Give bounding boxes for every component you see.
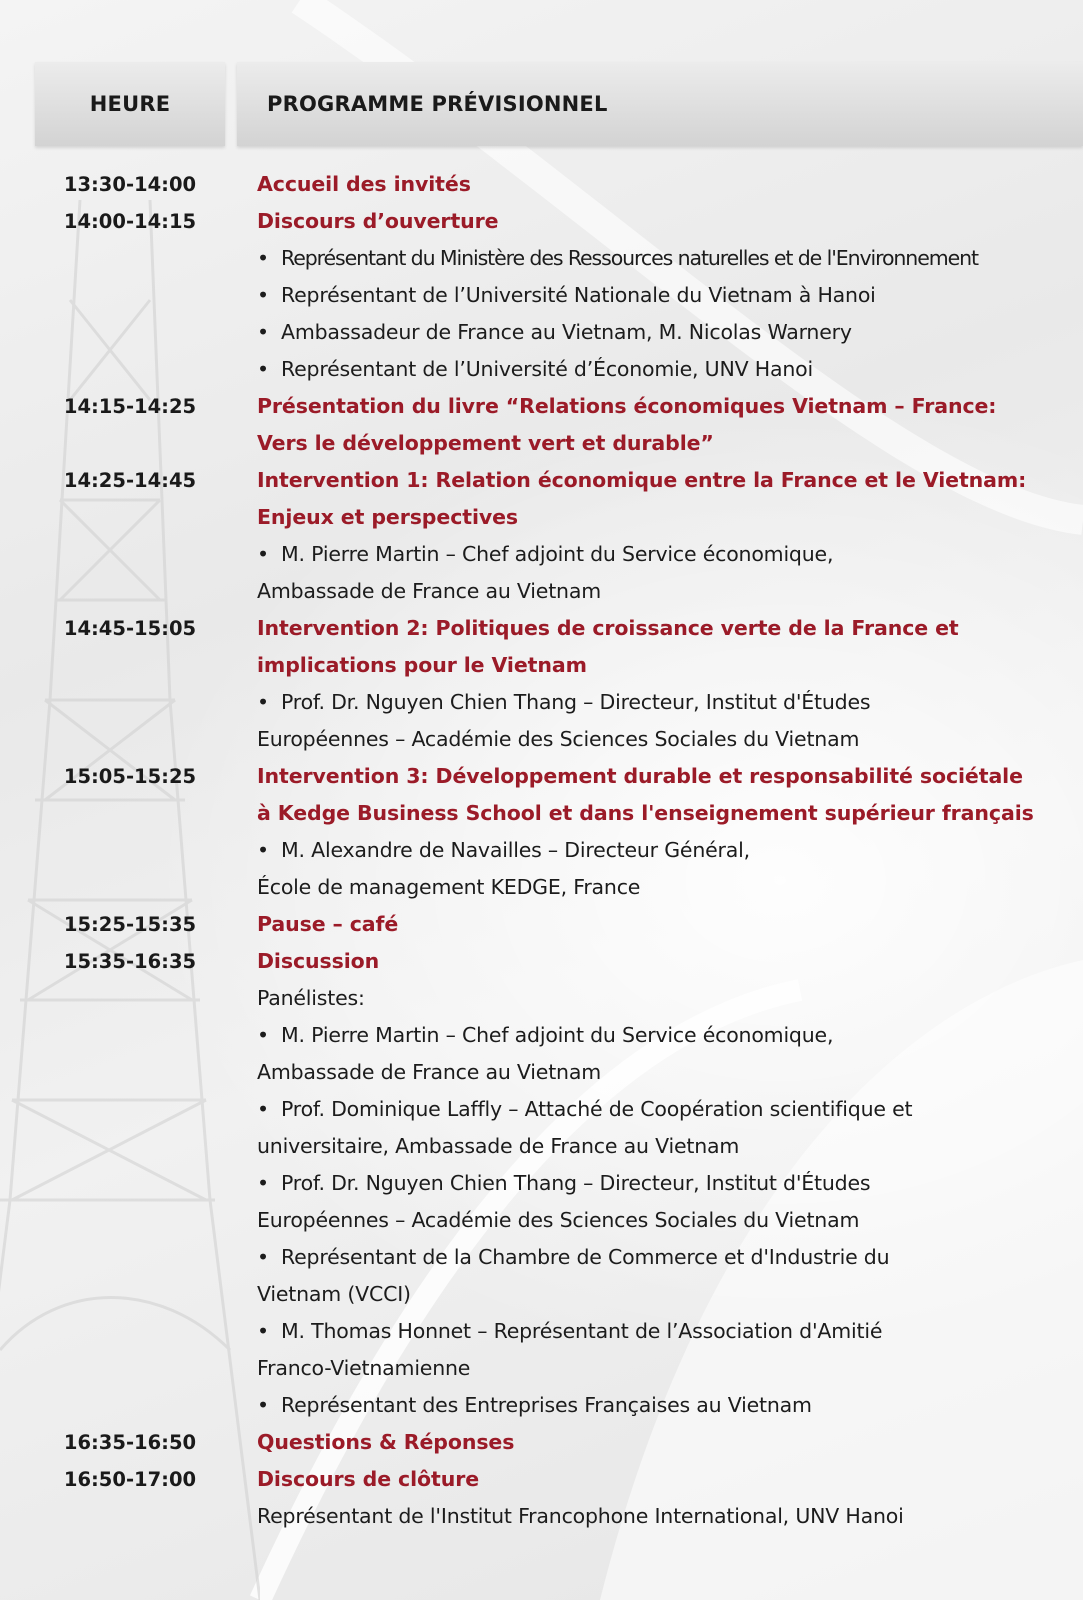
- time-cell: [0, 943, 257, 1424]
- program-cell: [257, 166, 1067, 203]
- program-cell: [257, 943, 1067, 1424]
- bullet-icon: •: [257, 690, 269, 714]
- speaker-bullet: [257, 351, 1067, 388]
- speaker-bullet: [257, 1239, 1067, 1276]
- bullet-icon: •: [257, 1171, 269, 1195]
- speaker-line: [257, 1202, 1067, 1239]
- speaker-line: [257, 1276, 1067, 1313]
- program-cell: [257, 462, 1067, 610]
- line-text: École de management KEDGE, France: [257, 875, 641, 899]
- speaker-line: [257, 721, 1067, 758]
- bullet-icon: •: [257, 1245, 269, 1269]
- time-range: 14:15-14:25: [63, 395, 197, 418]
- speaker-bullet: [257, 240, 1067, 277]
- speaker-bullet: [257, 1313, 1067, 1350]
- line-text: M. Pierre Martin – Chef adjoint du Service économique,: [281, 1023, 834, 1047]
- schedule-row: [0, 758, 1083, 906]
- speaker-bullet: [257, 536, 1067, 573]
- speaker-line: [257, 1498, 1067, 1535]
- session-title: Intervention 3: Développement durable et responsabilité sociétale: [257, 764, 1023, 788]
- session-title: Discours d’ouverture: [257, 209, 499, 233]
- time-cell: [0, 906, 257, 943]
- session-title: Discussion: [257, 949, 380, 973]
- line-text: M. Pierre Martin – Chef adjoint du Service économique,: [281, 542, 834, 566]
- schedule-row: [0, 943, 1083, 1424]
- speaker-line: [257, 1054, 1067, 1091]
- session-title: Vers le développement vert et durable”: [257, 431, 714, 455]
- speaker-bullet: [257, 684, 1067, 721]
- speaker-line: [257, 980, 1067, 1017]
- time-cell: [0, 1424, 257, 1461]
- schedule-row: [0, 906, 1083, 943]
- line-text: Prof. Dr. Nguyen Chien Thang – Directeur, Institut d'Études: [281, 690, 871, 714]
- schedule-row: [0, 462, 1083, 610]
- schedule-row: [0, 1461, 1083, 1535]
- session-title: à Kedge Business School et dans l'enseignement supérieur français: [257, 801, 1034, 825]
- session-title: Questions & Réponses: [257, 1430, 515, 1454]
- bullet-icon: •: [257, 838, 269, 862]
- speaker-line: [257, 1128, 1067, 1165]
- bullet-icon: •: [257, 283, 269, 307]
- time-range: 16:50-17:00: [63, 1468, 197, 1491]
- line-text: Représentant de l’Université d’Économie, UNV Hanoi: [281, 357, 813, 381]
- speaker-bullet: [257, 1165, 1067, 1202]
- program-cell: [257, 758, 1067, 906]
- line-text: M. Thomas Honnet – Représentant de l’Association d'Amitié: [281, 1319, 883, 1343]
- line-text: Panélistes:: [257, 986, 365, 1010]
- schedule-row: [0, 610, 1083, 758]
- session-title: Intervention 2: Politiques de croissance verte de la France et: [257, 616, 959, 640]
- line-text: M. Alexandre de Navailles – Directeur Général,: [281, 838, 750, 862]
- speaker-bullet: [257, 314, 1067, 351]
- line-text: Représentant de la Chambre de Commerce et d'Industrie du: [281, 1245, 890, 1269]
- line-text: Représentant de l’Université Nationale du Vietnam à Hanoi: [281, 283, 876, 307]
- schedule-row: [0, 203, 1083, 388]
- time-range: 14:25-14:45: [63, 469, 197, 492]
- bullet-icon: •: [257, 1023, 269, 1047]
- time-range: 16:35-16:50: [63, 1431, 197, 1454]
- line-text: Ambassadeur de France au Vietnam, M. Nicolas Warnery: [281, 320, 852, 344]
- program-cell: [257, 203, 1067, 388]
- line-text: Ambassade de France au Vietnam: [257, 1060, 601, 1084]
- line-text: Ambassade de France au Vietnam: [257, 579, 601, 603]
- time-cell: [0, 388, 257, 462]
- bullet-icon: •: [257, 320, 269, 344]
- time-cell: [0, 166, 257, 203]
- time-range: 14:45-15:05: [63, 617, 197, 640]
- session-title: Intervention 1: Relation économique entre la France et le Vietnam:: [257, 468, 1027, 492]
- speaker-bullet: [257, 832, 1067, 869]
- program-cell: [257, 906, 1067, 943]
- time-cell: [0, 758, 257, 906]
- program-cell: [257, 388, 1067, 462]
- line-text: Vietnam (VCCI): [257, 1282, 411, 1306]
- speaker-bullet: [257, 1091, 1067, 1128]
- line-text: universitaire, Ambassade de France au Vietnam: [257, 1134, 740, 1158]
- time-range: 13:30-14:00: [63, 173, 197, 196]
- bullet-icon: •: [257, 1393, 269, 1417]
- speaker-bullet: [257, 277, 1067, 314]
- speaker-line: [257, 573, 1067, 610]
- program-cell: [257, 1461, 1067, 1535]
- time-range: 15:05-15:25: [63, 765, 197, 788]
- line-text: Franco-Vietnamienne: [257, 1356, 471, 1380]
- line-text: Européennes – Académie des Sciences Sociales du Vietnam: [257, 727, 860, 751]
- speaker-bullet: [257, 1017, 1067, 1054]
- header-program: PROGRAMME PRÉVISIONNEL: [237, 62, 1083, 146]
- line-text: Prof. Dominique Laffly – Attaché de Coopération scientifique et: [281, 1097, 913, 1121]
- session-title: Accueil des invités: [257, 172, 471, 196]
- schedule-row: [0, 166, 1083, 203]
- session-title: implications pour le Vietnam: [257, 653, 587, 677]
- session-title: Présentation du livre “Relations économiques Vietnam – France:: [257, 394, 997, 418]
- line-text: Européennes – Académie des Sciences Sociales du Vietnam: [257, 1208, 860, 1232]
- bullet-icon: •: [257, 1097, 269, 1121]
- program-cell: [257, 610, 1067, 758]
- speaker-line: [257, 1350, 1067, 1387]
- time-cell: [0, 1461, 257, 1535]
- schedule-row: [0, 388, 1083, 462]
- session-title: Pause – café: [257, 912, 399, 936]
- session-title: Discours de clôture: [257, 1467, 480, 1491]
- program-cell: [257, 1424, 1067, 1461]
- time-range: 15:25-15:35: [63, 913, 197, 936]
- bullet-icon: •: [257, 246, 268, 270]
- bullet-icon: •: [257, 357, 269, 381]
- header-time: HEURE: [35, 62, 225, 146]
- bullet-icon: •: [257, 1319, 269, 1343]
- speaker-line: [257, 869, 1067, 906]
- session-title: Enjeux et perspectives: [257, 505, 519, 529]
- time-cell: [0, 203, 257, 388]
- bullet-icon: •: [257, 542, 269, 566]
- time-cell: [0, 610, 257, 758]
- line-text: Représentant du Ministère des Ressources naturelles et de l'Environnement: [281, 246, 978, 270]
- schedule-row: [0, 1424, 1083, 1461]
- line-text: Représentant de l'Institut Francophone International, UNV Hanoi: [257, 1504, 904, 1528]
- time-range: 15:35-16:35: [63, 950, 197, 973]
- schedule-table: [0, 166, 1083, 1535]
- line-text: Représentant des Entreprises Françaises au Vietnam: [281, 1393, 812, 1417]
- speaker-bullet: [257, 1387, 1067, 1424]
- line-text: Prof. Dr. Nguyen Chien Thang – Directeur, Institut d'Études: [281, 1171, 871, 1195]
- time-range: 14:00-14:15: [63, 210, 197, 233]
- time-cell: [0, 462, 257, 610]
